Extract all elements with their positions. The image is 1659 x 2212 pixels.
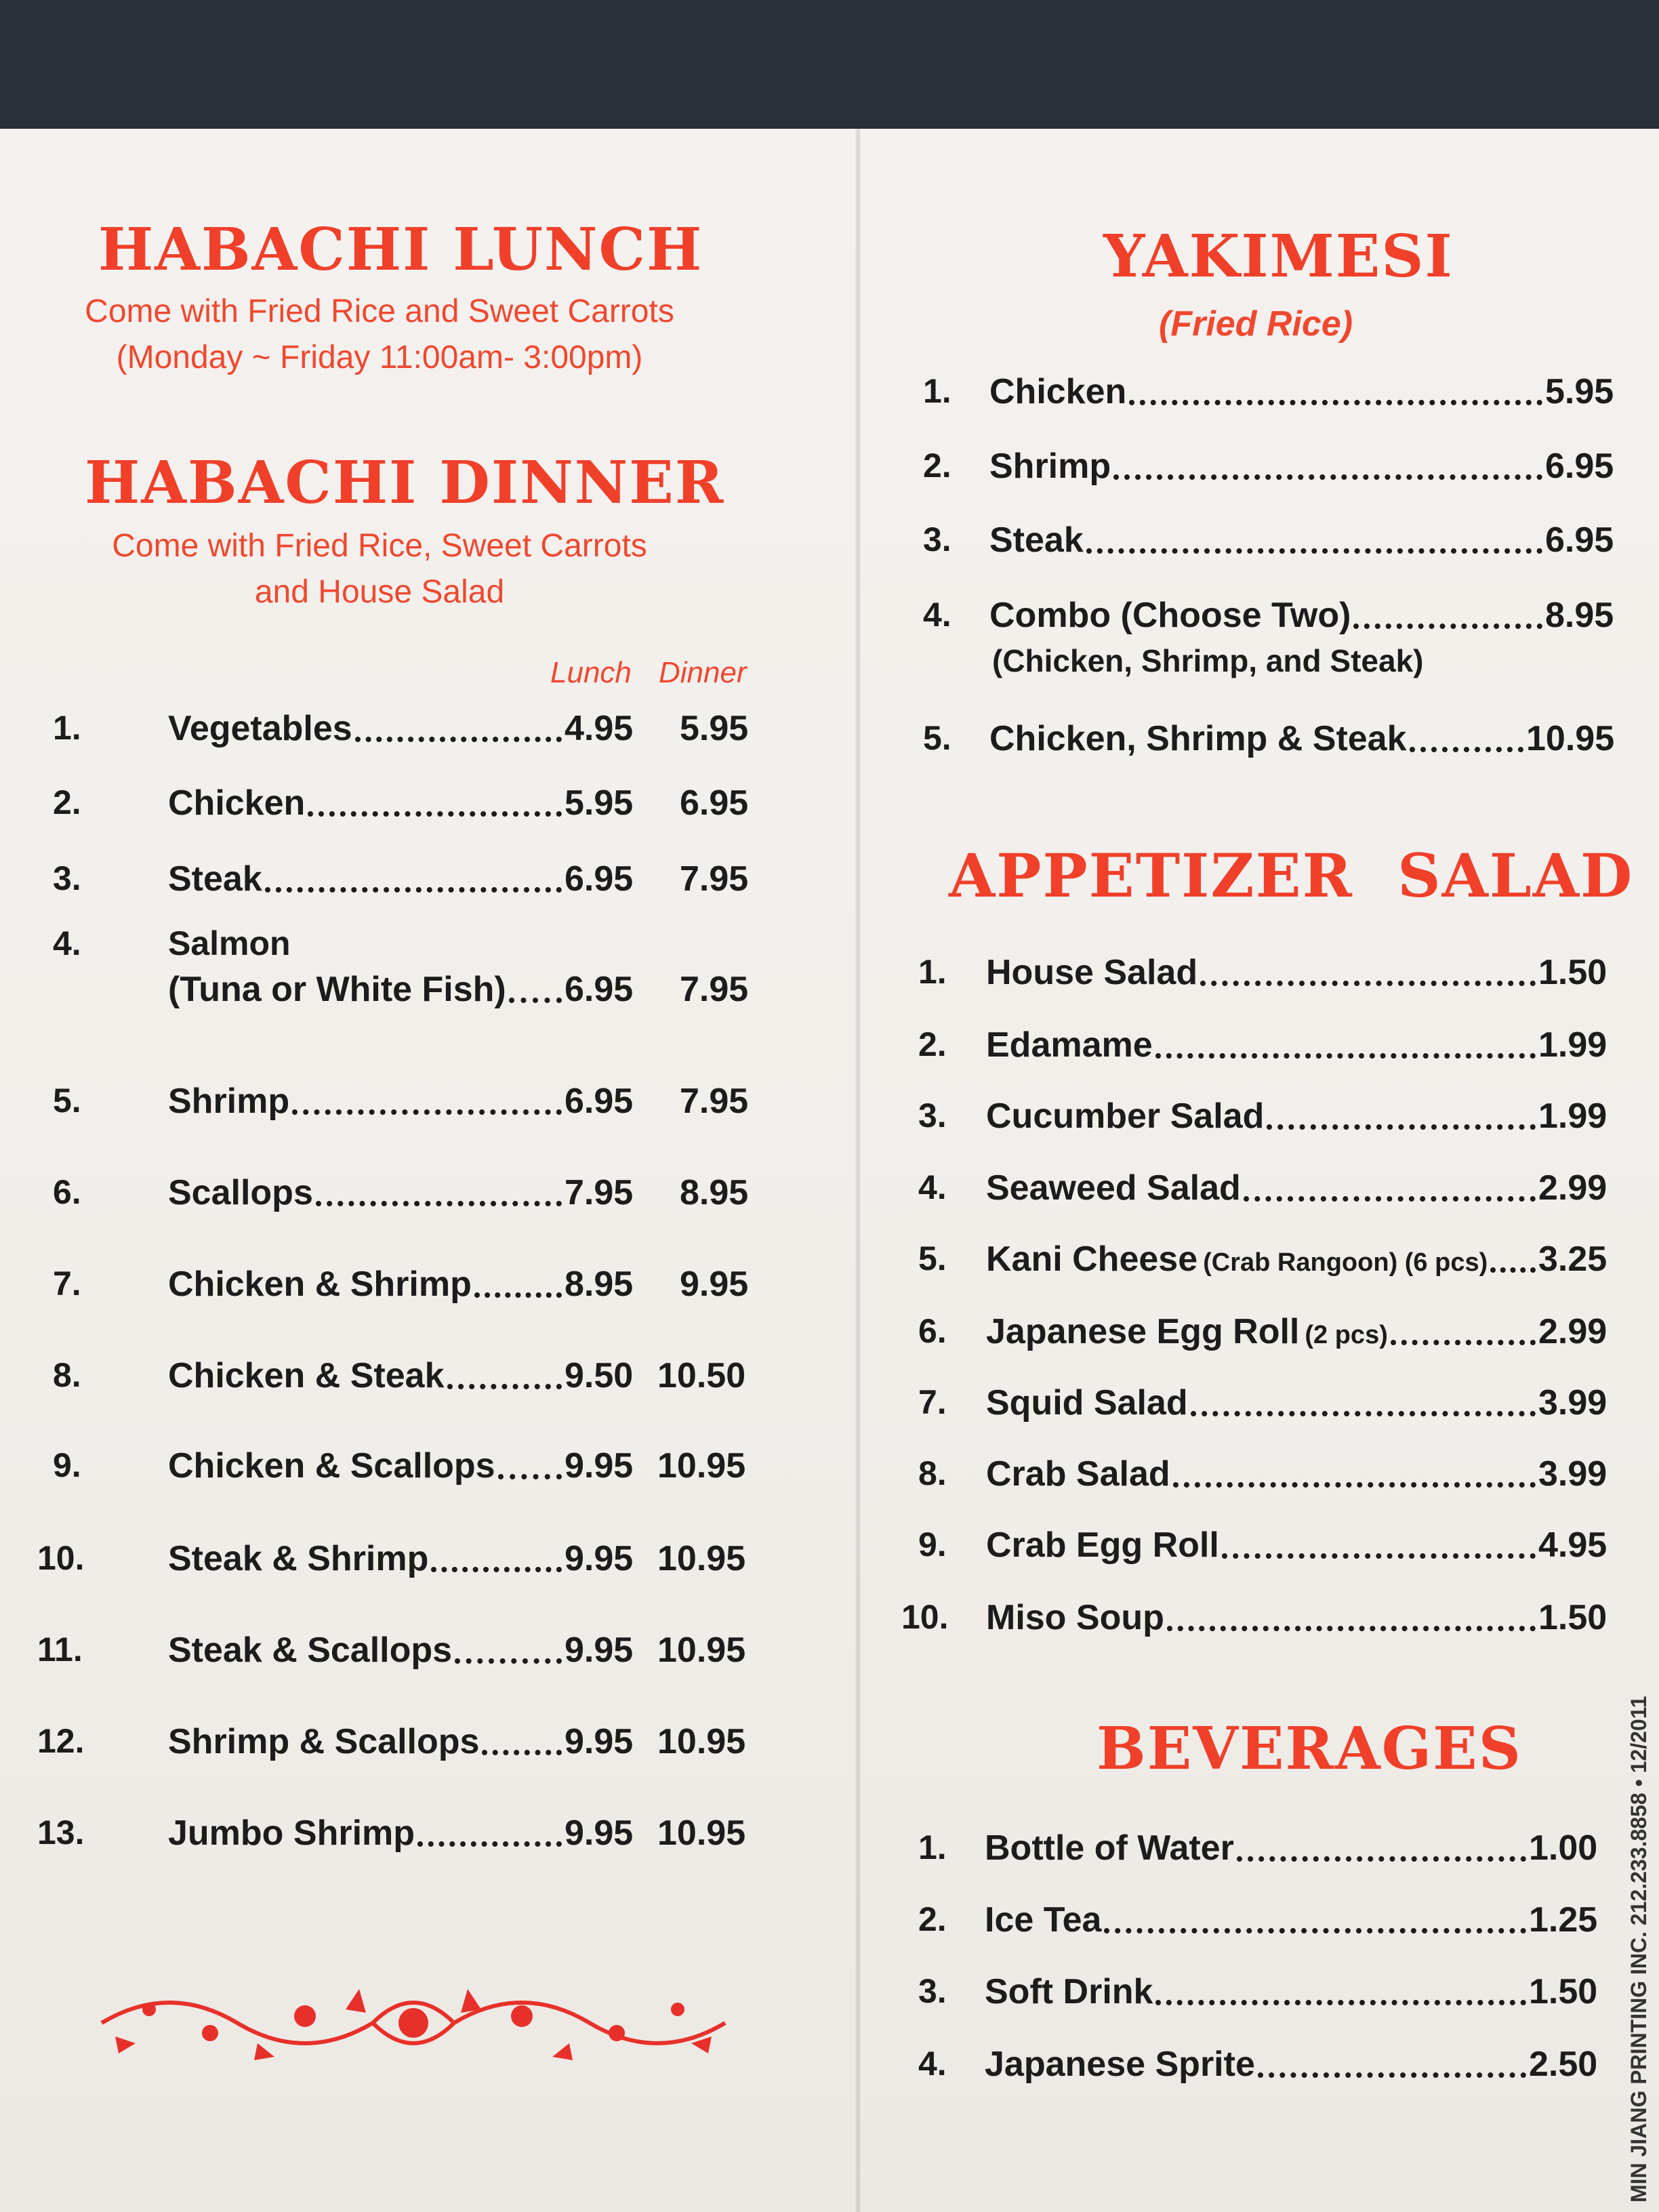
dot-leader: [1490, 1263, 1536, 1273]
item-name: Japanese Sprite: [985, 2045, 1255, 2084]
menu-item-row: [986, 1096, 1538, 1136]
menu-item-row: [985, 2044, 1529, 2085]
lunch-price: 7.95: [565, 1173, 634, 1212]
menu-item-row: [168, 1630, 565, 1671]
dinner-price: 10.50: [657, 1356, 746, 1395]
dinner-price: 10.95: [657, 1722, 746, 1761]
menu-item-row: [168, 708, 565, 749]
item-name: (Tuna or White Fish): [168, 970, 506, 1009]
item-name: Squid Salad: [986, 1383, 1188, 1422]
menu-item-row: [168, 1721, 565, 1762]
dot-leader: [355, 733, 562, 742]
item-number: 12.: [37, 1722, 85, 1760]
menu-item-row: [986, 1311, 1538, 1352]
item-name: Chicken: [989, 372, 1127, 411]
dot-leader: [431, 1563, 562, 1572]
dot-leader: [1244, 1192, 1536, 1202]
item-number: 11.: [37, 1631, 83, 1668]
item-price: 5.95: [1545, 372, 1614, 411]
menu-item-row: [986, 1454, 1538, 1494]
floral-ornament-icon: [88, 1969, 739, 2077]
item-number: 3.: [923, 520, 951, 558]
lunch-price: 9.95: [565, 1814, 634, 1853]
dot-leader: [1191, 1407, 1536, 1416]
item-name: House Salad: [986, 953, 1198, 992]
item-number: 4.: [918, 2045, 947, 2083]
item-number: 2.: [918, 1900, 947, 1938]
hibachi-dinner-subtitle: Come with Fried Rice, Sweet Carrots: [112, 528, 647, 564]
item-name: Seaweed Salad: [986, 1168, 1241, 1208]
item-number: 6.: [53, 1173, 81, 1211]
lunch-price: 6.95: [565, 970, 634, 1009]
item-price: 3.99: [1538, 1454, 1607, 1494]
lunch-price: 9.95: [565, 1539, 634, 1578]
dinner-price: 7.95: [680, 1082, 749, 1121]
dinner-price: 10.95: [657, 1539, 746, 1578]
item-name: Shrimp & Scallops: [168, 1722, 480, 1761]
printer-credit: MIN JIANG PRINTING INC. 212.233.8858 • 12/2011: [1626, 1696, 1651, 2203]
menu-item-row: [986, 952, 1538, 993]
lunch-price: 9.50: [565, 1356, 634, 1395]
menu-item-row: [989, 718, 1526, 759]
item-name: Jumbo Shrimp: [168, 1814, 415, 1853]
dot-leader: [1113, 470, 1542, 480]
item-name: Steak: [989, 520, 1084, 560]
item-number: 1.: [53, 709, 81, 747]
dot-leader: [509, 994, 562, 1003]
item-number: 1.: [918, 1828, 947, 1866]
dot-leader: [1086, 544, 1542, 554]
hibachi-lunch-hours: (Monday ~ Friday 11:00am- 3:00pm): [116, 340, 643, 375]
dot-leader: [1155, 1996, 1526, 2005]
beverages-title: BEVERAGES: [1097, 1715, 1522, 1783]
menu-item-row: [168, 783, 565, 823]
yakimesi-title: YAKIMESI: [1103, 222, 1454, 291]
item-number: 3.: [53, 859, 81, 897]
dot-leader: [1173, 1478, 1536, 1488]
dot-leader: [1167, 1622, 1536, 1631]
menu-item-row: [985, 1828, 1529, 1868]
item-name: Chicken: [168, 783, 306, 823]
item-number: 7.: [53, 1265, 81, 1303]
item-name: Shrimp: [989, 447, 1111, 486]
dot-leader: [474, 1288, 562, 1298]
item-name: Chicken & Scallops: [168, 1446, 495, 1486]
menu-item-row: [168, 1264, 565, 1305]
dot-leader: [1129, 396, 1542, 405]
dot-leader: [455, 1654, 562, 1664]
dinner-price: 7.95: [680, 859, 749, 899]
dinner-price: 10.95: [657, 1814, 746, 1853]
lunch-price: 9.95: [565, 1722, 634, 1761]
menu-item-row: [168, 1813, 565, 1853]
dot-leader: [1267, 1120, 1536, 1130]
item-number: 2.: [923, 447, 951, 485]
menu-item-row: [168, 1172, 565, 1213]
item-number: 4.: [53, 924, 81, 962]
item-name: Ice Tea: [985, 1900, 1102, 1940]
item-price: 6.95: [1545, 447, 1614, 486]
item-name: Steak: [168, 859, 262, 899]
item-name: Combo (Choose Two): [989, 596, 1351, 635]
item-note: (2 pcs): [1305, 1321, 1388, 1349]
item-name: Vegetables: [168, 709, 352, 748]
dot-leader: [265, 883, 562, 893]
menu-item-row: [989, 595, 1545, 636]
item-number: 6.: [918, 1312, 947, 1350]
item-number: 5.: [53, 1082, 81, 1120]
menu-item-row: [986, 1168, 1538, 1208]
item-price: 2.99: [1538, 1312, 1607, 1351]
item-price: 1.50: [1538, 953, 1607, 992]
dinner-price: 6.95: [680, 783, 749, 823]
menu-item-row: [989, 520, 1545, 560]
item-number: 2.: [918, 1025, 947, 1063]
item-number: 3.: [918, 1972, 947, 2010]
menu-item-row: [168, 1446, 565, 1486]
menu-item-row: [168, 1081, 565, 1122]
item-name: Scallops: [168, 1173, 313, 1212]
item-name: Steak & Shrimp: [168, 1539, 429, 1578]
hibachi-lunch-subtitle: Come with Fried Rice and Sweet Carrots: [85, 293, 674, 329]
dot-leader: [1391, 1336, 1536, 1345]
item-name: Chicken, Shrimp & Steak: [989, 719, 1407, 758]
item-name: Cucumber Salad: [986, 1097, 1265, 1136]
item-number: 1.: [918, 953, 947, 991]
menu-item-row: [986, 1525, 1538, 1565]
menu-item-row: [168, 1538, 565, 1579]
item-price: 6.95: [1545, 520, 1614, 560]
dot-leader: [1222, 1549, 1536, 1559]
column-dinner: Dinner: [659, 656, 747, 689]
item-number: 13.: [37, 1814, 85, 1851]
item-number: 1.: [923, 372, 951, 410]
item-number: 7.: [918, 1383, 947, 1421]
dot-leader: [1258, 2068, 1526, 2078]
item-price: 1.00: [1529, 1828, 1598, 1868]
item-number: 9.: [53, 1446, 81, 1484]
item-price: 1.99: [1538, 1097, 1607, 1136]
menu-item-row: [168, 859, 565, 899]
dot-leader: [1237, 1852, 1526, 1862]
lunch-price: 8.95: [565, 1265, 634, 1304]
item-price: 2.50: [1529, 2045, 1598, 2084]
dot-leader: [1200, 977, 1536, 986]
dot-leader: [447, 1380, 562, 1389]
item-name: Shrimp: [168, 1082, 290, 1121]
item-price: 1.50: [1538, 1598, 1607, 1637]
item-price: 1.99: [1538, 1025, 1607, 1065]
menu-item-row: [986, 1597, 1538, 1638]
menu-item-row: [989, 371, 1545, 412]
dot-leader: [308, 807, 562, 817]
item-number: 8.: [53, 1356, 81, 1394]
item-name: Edamame: [986, 1025, 1153, 1065]
item-number: 4.: [923, 596, 951, 634]
item-number: 4.: [918, 1168, 947, 1206]
item-number: 2.: [53, 783, 81, 821]
item-subname: (Chicken, Shrimp, and Steak): [992, 643, 1424, 678]
item-price: 8.95: [1545, 596, 1614, 635]
menu-item-row: [986, 1025, 1538, 1065]
column-lunch: Lunch: [550, 656, 632, 689]
item-name: Japanese Egg Roll: [986, 1312, 1300, 1351]
item-price: 2.99: [1538, 1168, 1607, 1208]
item-name: Salmon: [168, 924, 291, 962]
lunch-price: 5.95: [565, 783, 634, 823]
page-fold: [855, 129, 861, 2212]
dinner-price: 9.95: [680, 1265, 749, 1304]
item-price: 1.25: [1529, 1900, 1598, 1940]
lunch-price: 6.95: [565, 859, 634, 899]
menu-item-row: [985, 1900, 1529, 1940]
dot-leader: [1104, 1924, 1526, 1933]
item-name: Kani Cheese: [986, 1240, 1198, 1279]
item-name: Soft Drink: [985, 1972, 1153, 2011]
dinner-price: 5.95: [680, 709, 749, 748]
menu-item-row: [986, 1382, 1538, 1423]
dinner-price: 8.95: [680, 1173, 749, 1212]
item-number: 5.: [923, 719, 951, 757]
lunch-price: 4.95: [565, 709, 634, 748]
dinner-price: 7.95: [680, 970, 749, 1009]
item-number: 10.: [901, 1598, 949, 1636]
item-number: 10.: [37, 1539, 85, 1577]
appetizer-salad-title: APPETIZER SALAD: [949, 840, 1634, 911]
item-name: Chicken & Shrimp: [168, 1265, 472, 1304]
item-price: 3.99: [1538, 1383, 1607, 1422]
item-name: Crab Salad: [986, 1454, 1170, 1494]
dot-leader: [1353, 619, 1542, 629]
yakimesi-subtitle: (Fried Rice): [1159, 304, 1353, 344]
menu-item-row: [168, 969, 565, 1010]
lunch-price: 6.95: [565, 1082, 634, 1121]
item-number: 9.: [918, 1525, 947, 1563]
item-price: 4.95: [1538, 1525, 1607, 1565]
dinner-price: 10.95: [657, 1631, 746, 1670]
dot-leader: [292, 1105, 562, 1115]
dinner-price: 10.95: [657, 1446, 746, 1486]
item-price: 3.25: [1538, 1240, 1607, 1279]
item-number: 5.: [918, 1240, 947, 1277]
item-number: 8.: [918, 1454, 947, 1492]
menu-page: [0, 129, 1659, 2212]
hibachi-dinner-subtitle-2: and House Salad: [254, 574, 505, 610]
dot-leader: [417, 1837, 562, 1847]
item-name: Bottle of Water: [985, 1828, 1234, 1868]
lunch-price: 9.95: [565, 1446, 634, 1486]
dot-leader: [316, 1197, 562, 1206]
dot-leader: [1155, 1049, 1536, 1059]
dot-leader: [498, 1470, 562, 1479]
menu-item-row: [168, 1355, 565, 1396]
hibachi-dinner-title: HABACHI DINNER: [85, 449, 725, 517]
item-number: 3.: [918, 1097, 947, 1134]
dot-leader: [1410, 743, 1523, 752]
item-price: 10.95: [1526, 719, 1615, 758]
item-name: Miso Soup: [986, 1598, 1164, 1637]
lunch-price: 9.95: [565, 1631, 634, 1670]
dot-leader: [482, 1746, 562, 1755]
item-price: 1.50: [1529, 1972, 1598, 2011]
item-name: Crab Egg Roll: [986, 1525, 1219, 1565]
item-name: Chicken & Steak: [168, 1356, 445, 1395]
menu-item-row: [986, 1239, 1538, 1279]
menu-item-row: [989, 446, 1545, 487]
item-name: Steak & Scallops: [168, 1631, 453, 1670]
hibachi-lunch-title: HABACHI LUNCH: [98, 216, 703, 284]
item-note: (Crab Rangoon) (6 pcs): [1203, 1248, 1488, 1277]
menu-item-row: [985, 1971, 1529, 2012]
